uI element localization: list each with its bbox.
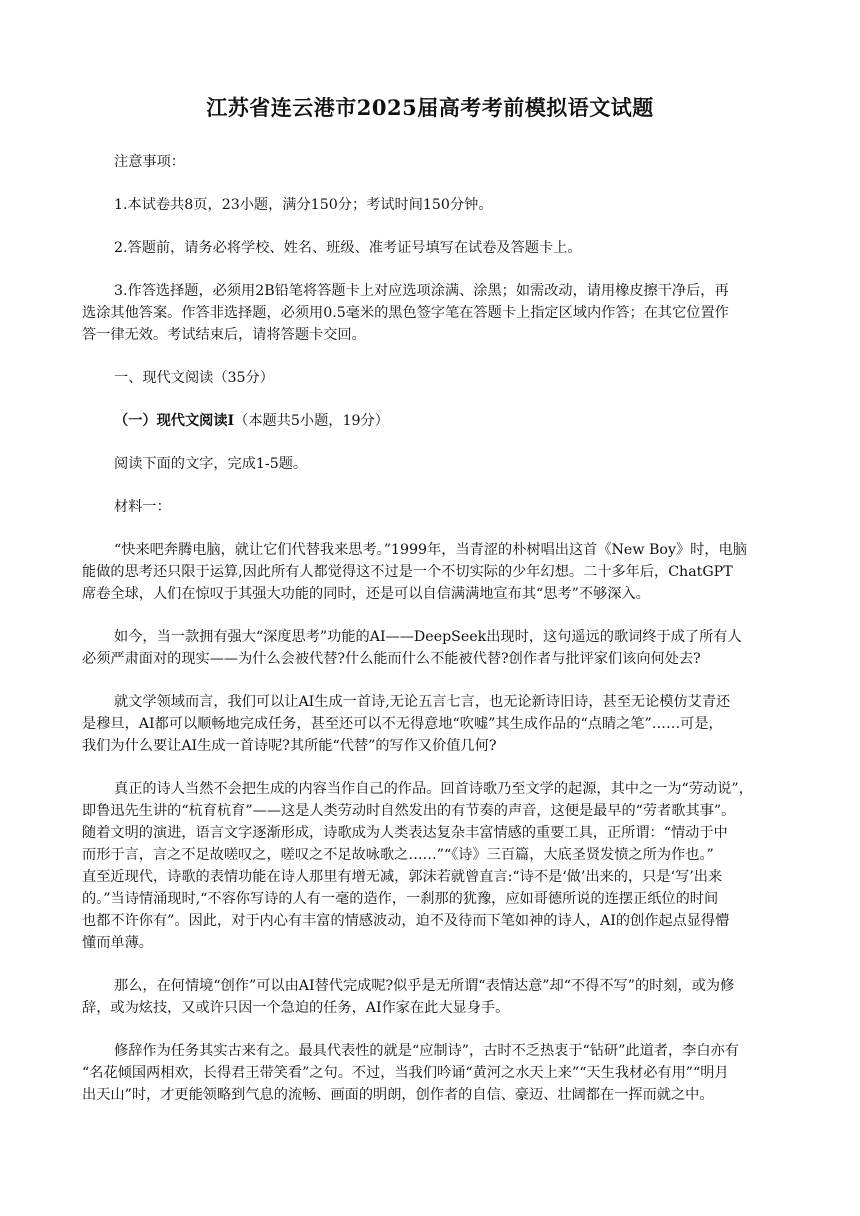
notice-label: 注意事项： — [114, 154, 185, 170]
paragraph-4-line-2: 即鲁迅先生讲的“杭育杭育”——这是人类劳动时自然发出的有节奏的声音，这便是最早的“劳者歌其事”。 — [82, 803, 736, 819]
paragraph-2-line-1: 如今，当一款拥有强大“深度思考”功能的AI——DeepSeek出现时，这句遥远的歌词终于成了所有人 — [114, 629, 742, 645]
paragraph-4-line-4: 而形于言，言之不足故嗟叹之，嗟叹之不足故咏歌之……”“《诗》三百篇，大底圣贤发愤之所为作也。” — [82, 847, 714, 863]
paragraph-4-line-8: 懂而单薄。 — [82, 935, 153, 951]
paragraph-3-line-1: 就文学领域而言，我们可以让AI生成一首诗,无论五言七言，也无论新诗旧诗，甚至无论模仿艾青还 — [114, 694, 731, 710]
subsection-title: （一）现代文阅读Ⅰ — [114, 413, 235, 429]
notice-item-1: 1.本试卷共8页，23小题，满分150分；考试时间150分钟。 — [114, 197, 493, 213]
notice-item-3-line-3: 答一律无效。考试结束后，请将答题卡交回。 — [82, 327, 366, 343]
paragraph-5-line-2: 辞，或为炫技，又或许只因一个急迫的任务，AI作家在此大显身手。 — [82, 1000, 510, 1016]
paragraph-1-line-1: “快来吧奔腾电脑，就让它们代替我来思考。”1999年，当青涩的朴树唱出这首《New Boy》时，电脑 — [114, 542, 747, 558]
subsection-note: （本题共5小题，19分） — [234, 413, 389, 429]
notice-item-3-line-1: 3.作答选择题，必须用2B铅笔将答题卡上对应选项涂满、涂黑；如需改动，请用橡皮擦干净后，再 — [114, 283, 729, 299]
paragraph-4-line-7: 也都不许你有”。因此，对于内心有丰富的情感波动，迫不及待而下笔如神的诗人，AI的创作起点显得懵 — [82, 913, 730, 929]
document-title: 江苏省连云港市2025届高考考前模拟语文试题 — [206, 95, 654, 120]
paragraph-4-line-6: 的。”当诗情涌现时,“不容你写诗的人有一毫的造作，一刹那的犹豫，应如哥德所说的连摆正纸位的时间 — [82, 891, 719, 907]
paragraph-4-line-3: 随着文明的演进，语言文字逐渐形成，诗歌成为人类表达复杂丰富情感的重要工具，正所谓：“情动于中 — [82, 825, 728, 841]
paragraph-1-line-2: 能做的思考还只限于运算,因此所有人都觉得这不过是一个不切实际的少年幻想。二十多年后，ChatGPT — [82, 564, 733, 580]
paragraph-3-line-3: 我们为什么要让AI生成一首诗呢?其所能“代替”的写作又价值几何? — [82, 738, 497, 754]
notice-item-3-line-2: 选涂其他答案。作答非选择题，必须用0.5毫米的黑色签字笔在答题卡上指定区域内作答；在其它位置作 — [82, 305, 729, 321]
paragraph-5-line-1: 那么，在何情境“创作”可以由AI替代完成呢?似乎是无所谓“表情达意”却“不得不写”的时刻，或为修 — [114, 978, 735, 994]
paragraph-3-line-2: 是穆旦，AI都可以顺畅地完成任务，甚至还可以不无得意地“吹嘘”其生成作品的“点睛之笔”……可是， — [82, 716, 723, 732]
section-heading: 一、现代文阅读（35分） — [114, 370, 274, 386]
subsection-heading — [114, 411, 784, 431]
paragraph-2-line-2: 必须严肃面对的现实——为什么会被代替?什么能而什么不能被代替?创作者与批评家们该向何处去? — [82, 651, 701, 667]
material-label: 材料一： — [114, 499, 171, 515]
paragraph-6-line-1: 修辞作为任务其实古来有之。最具代表性的就是“应制诗”，古时不乏热衷于“钻研”此道者，李白亦有 — [114, 1043, 739, 1059]
paragraph-4-line-1: 真正的诗人当然不会把生成的内容当作自己的作品。回首诗歌乃至文学的起源，其中之一为“劳动说”， — [114, 781, 753, 797]
paragraph-6-line-3: 出天山”时，才更能领略到气息的流畅、画面的明朗，创作者的自信、豪迈、壮阔都在一挥而就之中。 — [82, 1087, 714, 1103]
notice-item-2: 2.答题前，请务必将学校、姓名、班级、准考证号填写在试卷及答题卡上。 — [114, 240, 582, 256]
paragraph-6-line-2: “名花倾国两相欢，长得君王带笑看”之句。不过，当我们吟诵“黄河之水天上来”“天生我材必有用”“明月 — [82, 1065, 729, 1081]
paragraph-4-line-5: 直至近现代，诗歌的表情功能在诗人那里有增无减，郭沫若就曾直言:“诗不是‘做’出来的，只是‘写’出来 — [82, 869, 723, 885]
reading-instruction: 阅读下面的文字，完成1-5题。 — [114, 456, 308, 472]
paragraph-1-line-3: 席卷全球，人们在惊叹于其强大功能的同时，还是可以自信满满地宣布其“思考”不够深入。 — [82, 586, 650, 602]
